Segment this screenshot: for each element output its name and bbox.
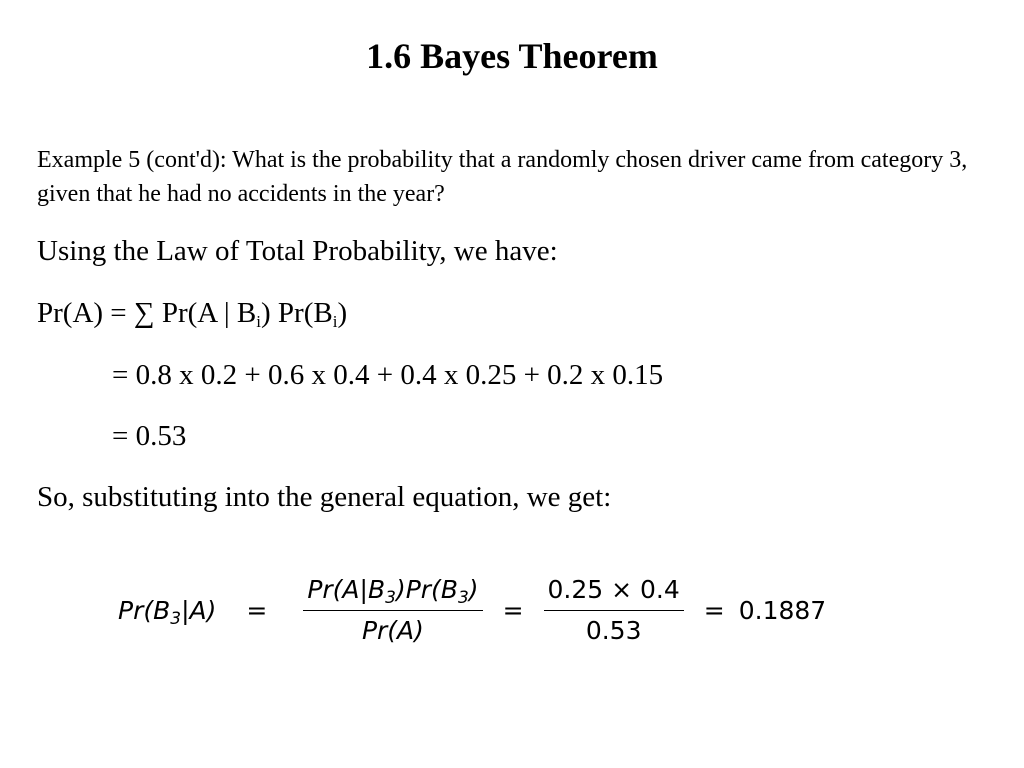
total-probability-expansion: = 0.8 x 0.2 + 0.6 x 0.4 + 0.4 x 0.25 + 0.2 x 0.15 bbox=[112, 359, 664, 391]
fraction-numerator: $Pr(A|B_3)Pr(B_3)$ bbox=[307, 574, 479, 608]
numeric-fraction bbox=[544, 573, 684, 648]
bayes-formula bbox=[118, 570, 826, 650]
fraction-denominator: Pr(A) bbox=[361, 615, 424, 645]
formula-text-pre: Pr(A) = ∑ Pr(A | B bbox=[37, 297, 257, 329]
formula-text-post: ) bbox=[337, 297, 348, 329]
formula-lhs: $Pr(B_3|A)$ bbox=[118, 595, 217, 629]
formula-text-mid: ) Pr(B bbox=[261, 297, 333, 329]
subscript-i: i bbox=[332, 312, 338, 331]
equals-sign: = bbox=[246, 595, 268, 625]
fraction-bar bbox=[303, 610, 482, 611]
example-question: Example 5 (cont'd): What is the probability that a randomly chosen driver came from category 3, given that he had no accidents in the year? bbox=[37, 147, 968, 207]
total-probability-formula bbox=[37, 295, 347, 331]
equals-sign: = bbox=[703, 595, 725, 625]
fraction-denominator: 0.53 bbox=[585, 615, 642, 645]
fraction-bar bbox=[544, 610, 684, 611]
total-probability-result: = 0.53 bbox=[112, 420, 187, 452]
substitution-intro: So, substituting into the general equation, we get: bbox=[37, 481, 612, 513]
subscript-i: i bbox=[256, 312, 261, 331]
bayes-fraction bbox=[303, 573, 482, 648]
formula-result: 0.1887 bbox=[738, 595, 827, 625]
equals-sign: = bbox=[502, 595, 524, 625]
total-probability-intro: Using the Law of Total Probability, we have: bbox=[37, 235, 558, 267]
slide-title: 1.6 Bayes Theorem bbox=[366, 36, 658, 76]
fraction-numerator: 0.25 × 0.4 bbox=[547, 574, 680, 604]
